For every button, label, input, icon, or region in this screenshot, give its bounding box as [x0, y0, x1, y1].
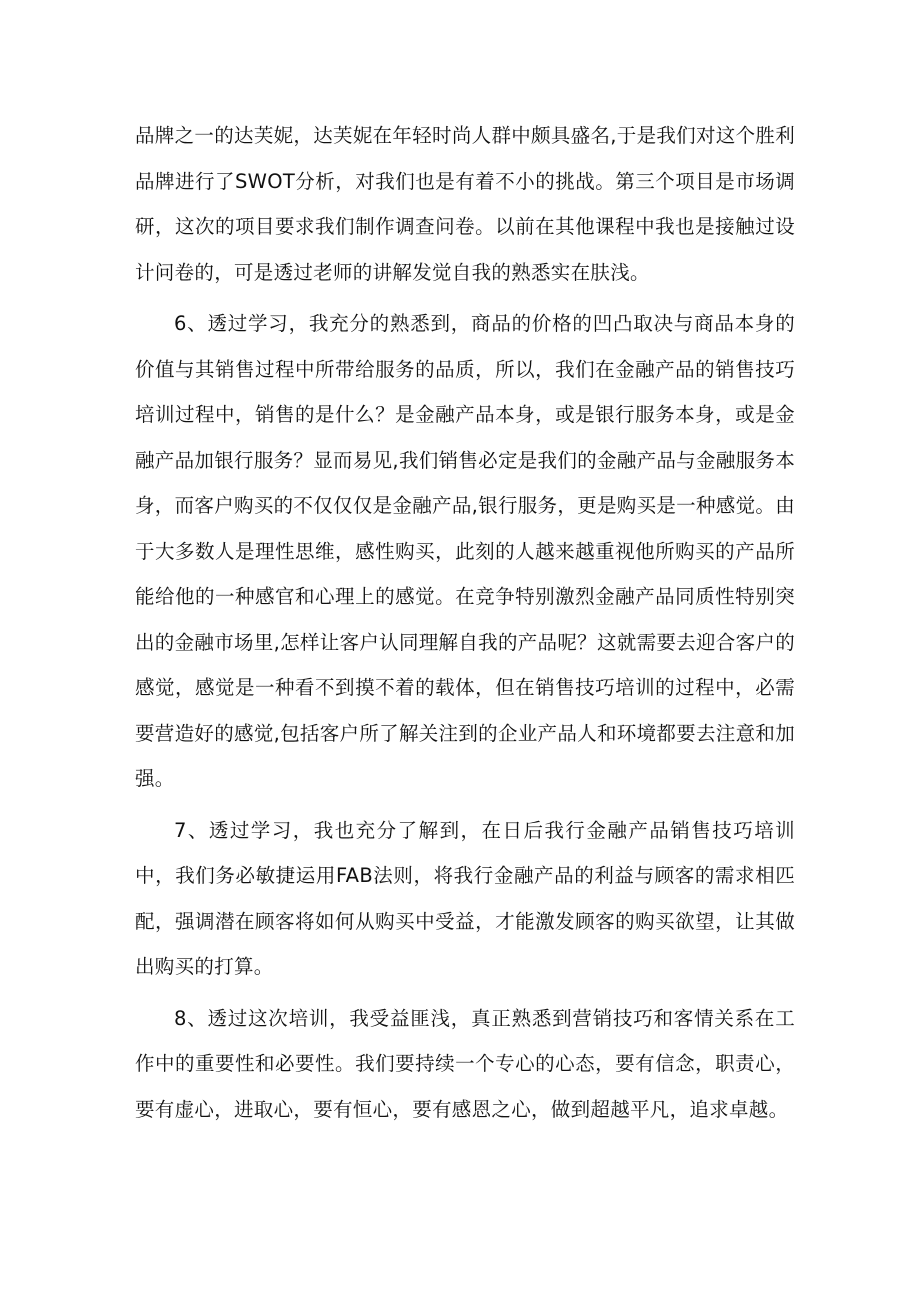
paragraph-item-7: 7、透过学习，我也充分了解到，在日后我行金融产品销售技巧培训中，我们务必敏捷运用FAB法则，将我行金融产品的利益与顾客的需求相匹配，强调潜在顾客将如何从购买中受益，才能激发顾客的购买欲望，让其做出购买的打算。 — [135, 818, 795, 978]
document-body — [135, 113, 795, 1138]
paragraph-item-6: 6、透过学习，我充分的熟悉到，商品的价格的凹凸取决与商品本身的价值与其销售过程中所带给服务的品质，所以，我们在金融产品的销售技巧培训过程中，销售的是什么？是金融产品本身，或是银行服务本身，或是金融产品加银行服务？显而易见,我们销售必定是我们的金融产品与金融服务本身，而客户购买的不仅仅仅是金融产品,银行服务，更是购买是一种感觉。由于大多数人是理性思维，感性购买，此刻的人越来越重视他所购买的产品所能给他的一种感官和心理上的感觉。在竞争特别激烈金融产品同质性特别突出的金融市场里,怎样让客户认同理解自我的产品呢？这就需要去迎合客户的感觉，感觉是一种看不到摸不着的载体，但在销售技巧培训的过程中，必需要营造好的感觉,包括客户所了解关注到的企业产品人和环境都要去注意和加强。 — [135, 312, 795, 790]
paragraph-brand-analysis: 品牌之一的达芙妮，达芙妮在年轻时尚人群中颇具盛名,于是我们对这个胜利品牌进行了SWOT分析，对我们也是有着不小的挑战。第三个项目是市场调研，这次的项目要求我们制作调查问卷。以前在其他课程中我也是接触过设计问卷的，可是透过老师的讲解发觉自我的熟悉实在肤浅。 — [135, 124, 795, 284]
paragraph-item-8: 8、透过这次培训，我受益匪浅，真正熟悉到营销技巧和客情关系在工作中的重要性和必要性。我们要持续一个专心的心态，要有信念，职责心，要有虚心，进取心，要有恒心，要有感恩之心，做到超越平凡，追求卓越。 — [135, 1006, 795, 1121]
